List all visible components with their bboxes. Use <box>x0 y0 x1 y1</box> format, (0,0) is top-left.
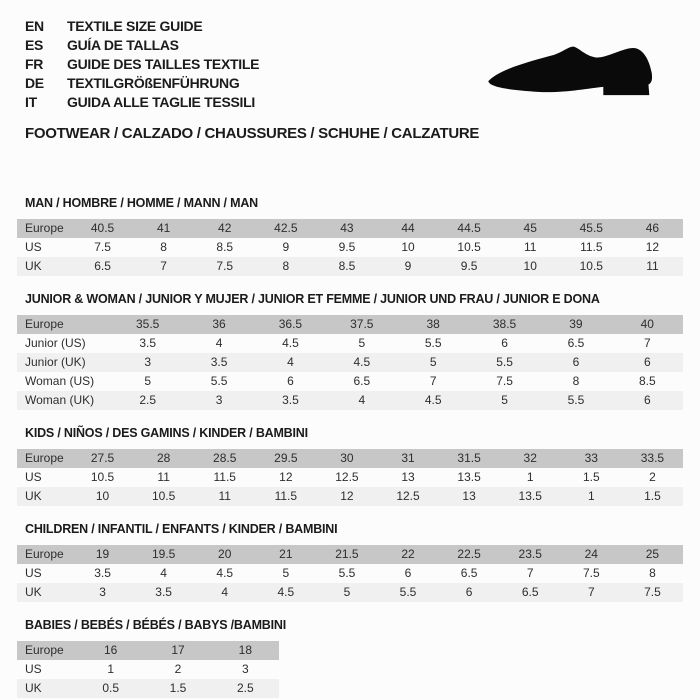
size-cell: 23.5 <box>518 547 542 561</box>
size-table-row <box>17 334 683 353</box>
section-title: KIDS / NIÑOS / DES GAMINS / KINDER / BAMBINI <box>25 426 308 440</box>
size-cell: 6 <box>465 585 473 599</box>
size-cell: 18 <box>238 643 252 657</box>
size-cell: 4 <box>221 585 229 599</box>
size-table-row <box>17 583 683 602</box>
size-cell: 7.5 <box>496 374 513 388</box>
size-cell: 3 <box>241 662 249 676</box>
size-cell: 6 <box>287 374 294 388</box>
size-cell: 8 <box>282 259 290 273</box>
size-cell: 5.5 <box>399 585 417 599</box>
size-cell: 5.5 <box>210 374 228 388</box>
size-cell: 1 <box>526 470 534 484</box>
size-cell: 3.5 <box>139 336 157 350</box>
size-table-row <box>17 545 683 564</box>
size-cell: 6.5 <box>94 259 111 273</box>
size-cell: 7 <box>429 374 437 388</box>
size-cell: 7 <box>160 259 167 273</box>
size-cell: 4 <box>358 393 366 407</box>
size-cell: 10.5 <box>579 259 603 273</box>
size-cell: 6.5 <box>460 566 478 580</box>
size-cell: 7.5 <box>582 566 600 580</box>
size-cell: 4.5 <box>424 393 442 407</box>
row-label: Europe <box>25 221 64 235</box>
language-title: TEXTILE SIZE GUIDE <box>67 17 203 34</box>
size-section <box>17 196 683 276</box>
size-cell: 3.5 <box>282 393 299 407</box>
guide-header <box>0 0 700 150</box>
size-cell: 5 <box>429 355 437 369</box>
size-cell: 17 <box>171 643 185 657</box>
size-cell: 5 <box>144 374 152 388</box>
size-cell: 6 <box>643 393 651 407</box>
size-cell: 1 <box>587 489 595 503</box>
language-code: FR <box>25 55 44 72</box>
size-cell: 3.5 <box>94 566 111 580</box>
size-cell: 36 <box>212 317 226 331</box>
size-cell: 33.5 <box>640 451 665 465</box>
size-cell: 5 <box>343 585 351 599</box>
size-cell: 13 <box>401 470 415 484</box>
size-cell: 22.5 <box>457 547 481 561</box>
row-label: UK <box>25 259 42 273</box>
size-table-row <box>17 257 683 276</box>
size-cell: 8 <box>572 374 580 388</box>
size-cell: 6.5 <box>521 585 539 599</box>
size-cell: 20 <box>218 547 232 561</box>
size-cell: 43 <box>340 221 354 235</box>
row-label: US <box>25 240 42 254</box>
size-cell: 11 <box>646 259 659 273</box>
size-cell: 22 <box>401 547 415 561</box>
size-cell: 3.5 <box>210 355 228 369</box>
size-cell: 10 <box>401 240 415 254</box>
language-title: GUIDA ALLE TAGLIE TESSILI <box>67 93 255 110</box>
language-code: IT <box>25 93 37 110</box>
size-cell: 45 <box>523 221 537 235</box>
size-cell: 11 <box>218 489 231 503</box>
size-table-row <box>17 372 683 391</box>
size-cell: 8 <box>160 240 167 254</box>
language-code: DE <box>25 74 44 91</box>
size-cell: 7.5 <box>644 585 661 599</box>
size-cell: 5 <box>501 393 508 407</box>
size-table-row <box>17 391 683 410</box>
size-table-row <box>17 315 683 334</box>
size-cell: 1.5 <box>644 489 661 503</box>
size-cell: 7 <box>643 336 651 350</box>
size-cell: 42.5 <box>274 221 298 235</box>
size-cell: 33 <box>584 451 598 465</box>
size-cell: 4 <box>287 355 294 369</box>
size-cell: 10.5 <box>457 240 481 254</box>
size-cell: 30 <box>340 451 354 465</box>
size-cell: 5.5 <box>567 393 585 407</box>
row-label: Europe <box>25 547 64 561</box>
size-cell: 7 <box>526 566 534 580</box>
size-cell: 2.5 <box>236 681 254 695</box>
size-cell: 5.5 <box>496 355 513 369</box>
size-cell: 1 <box>107 662 114 676</box>
size-cell: 29.5 <box>274 451 298 465</box>
size-cell: 11.5 <box>213 470 236 484</box>
size-cell: 13 <box>462 489 476 503</box>
size-table-row <box>17 487 683 506</box>
size-table-row <box>17 353 683 372</box>
size-table-row <box>17 679 279 698</box>
size-cell: 12 <box>645 240 660 254</box>
size-table <box>17 545 683 602</box>
size-cell: 6 <box>404 566 412 580</box>
row-label: Europe <box>25 643 64 657</box>
size-cell: 11.5 <box>274 489 298 503</box>
size-cell: 5.5 <box>424 336 442 350</box>
size-cell: 5 <box>282 566 290 580</box>
row-label: UK <box>25 681 42 695</box>
row-label: Junior (UK) <box>25 355 86 369</box>
size-section <box>17 292 683 410</box>
size-cell: 41 <box>156 221 171 235</box>
size-cell: 6 <box>572 355 580 369</box>
size-section <box>17 522 683 602</box>
size-table <box>17 315 683 410</box>
row-label: US <box>25 662 42 676</box>
size-cell: 37.5 <box>350 317 374 331</box>
size-cell: 40 <box>640 317 654 331</box>
size-cell: 25 <box>645 547 660 561</box>
row-label: Woman (US) <box>25 374 95 388</box>
size-cell: 10 <box>523 259 537 273</box>
size-cell: 5.5 <box>338 566 356 580</box>
size-cell: 42 <box>218 221 232 235</box>
size-cell: 4.5 <box>216 566 234 580</box>
size-cell: 38.5 <box>492 317 517 331</box>
size-cell: 28.5 <box>213 451 237 465</box>
size-cell: 4.5 <box>353 355 371 369</box>
size-cell: 6 <box>643 355 651 369</box>
language-code: EN <box>25 17 44 34</box>
size-cell: 7 <box>587 585 595 599</box>
size-cell: 45.5 <box>579 221 603 235</box>
size-cell: 0.5 <box>102 681 119 695</box>
size-cell: 11.5 <box>580 240 603 254</box>
size-cell: 21.5 <box>335 547 359 561</box>
section-title: CHILDREN / INFANTIL / ENFANTS / KINDER / BAMBINI <box>25 522 338 536</box>
size-cell: 11 <box>523 240 537 254</box>
size-cell: 11 <box>157 470 170 484</box>
size-cell: 8 <box>649 566 656 580</box>
size-cell: 9.5 <box>460 259 478 273</box>
size-cell: 12 <box>340 489 354 503</box>
size-cell: 19.5 <box>151 547 176 561</box>
size-cell: 6.5 <box>567 336 585 350</box>
size-cell: 2.5 <box>139 393 157 407</box>
size-cell: 31.5 <box>457 451 481 465</box>
size-cell: 44 <box>401 221 415 235</box>
language-title: GUIDE DES TAILLES TEXTILE <box>67 55 260 72</box>
size-cell: 2 <box>649 470 656 484</box>
size-section <box>17 426 683 506</box>
size-table <box>17 449 683 506</box>
row-label: Junior (US) <box>25 336 86 350</box>
size-cell: 19 <box>95 547 110 561</box>
size-cell: 24 <box>584 547 598 561</box>
size-cell: 6 <box>501 336 508 350</box>
size-cell: 6.5 <box>353 374 371 388</box>
row-label: UK <box>25 585 42 599</box>
size-cell: 44.5 <box>457 221 481 235</box>
size-cell: 4 <box>215 336 223 350</box>
size-table-row <box>17 449 683 468</box>
size-cell: 16 <box>103 643 118 657</box>
size-cell: 46 <box>645 221 660 235</box>
size-cell: 10.5 <box>151 489 176 503</box>
size-cell: 40.5 <box>90 221 115 235</box>
row-label: Woman (UK) <box>25 393 95 407</box>
size-cell: 10 <box>95 489 110 503</box>
size-cell: 12 <box>279 470 293 484</box>
size-table-row <box>17 564 683 583</box>
section-title: MAN / HOMBRE / HOMME / MANN / MAN <box>25 196 258 210</box>
size-guide-sections <box>17 196 683 698</box>
size-cell: 4.5 <box>282 336 299 350</box>
size-cell: 27.5 <box>90 451 115 465</box>
row-label: US <box>25 566 42 580</box>
size-table-row <box>17 660 279 679</box>
size-table-row <box>17 641 279 660</box>
size-section <box>17 618 683 698</box>
size-cell: 8.5 <box>216 240 234 254</box>
size-table-row <box>17 238 683 257</box>
size-cell: 3 <box>215 393 223 407</box>
section-title: BABIES / BEBÉS / BÉBÉS / BABYS /BAMBINI <box>25 618 286 632</box>
size-table <box>17 641 279 698</box>
language-row <box>25 16 700 35</box>
size-table-row <box>17 219 683 238</box>
size-cell: 35.5 <box>136 317 160 331</box>
size-cell: 3 <box>99 585 106 599</box>
size-cell: 5 <box>358 336 366 350</box>
size-cell: 8.5 <box>638 374 656 388</box>
category-title: FOOTWEAR / CALZADO / CHAUSSURES / SCHUHE / CALZATURE <box>25 125 480 142</box>
size-cell: 1.5 <box>169 681 187 695</box>
size-cell: 32 <box>523 451 537 465</box>
dress-shoe-icon <box>464 36 672 114</box>
size-table <box>17 219 683 276</box>
row-label: US <box>25 470 42 484</box>
size-cell: 31 <box>401 451 415 465</box>
size-cell: 3.5 <box>155 585 172 599</box>
size-cell: 9 <box>282 240 290 254</box>
size-cell: 2 <box>174 662 182 676</box>
size-cell: 9 <box>404 259 412 273</box>
language-title: TEXTILGRÖßENFÜHRUNG <box>67 74 240 91</box>
size-cell: 8.5 <box>338 259 356 273</box>
size-cell: 21 <box>279 547 293 561</box>
size-cell: 3 <box>144 355 152 369</box>
size-cell: 38 <box>426 317 440 331</box>
size-cell: 13.5 <box>518 489 542 503</box>
language-code: ES <box>25 36 44 53</box>
size-cell: 4 <box>160 566 167 580</box>
size-cell: 1.5 <box>582 470 600 484</box>
size-cell: 12.5 <box>335 470 359 484</box>
row-label: Europe <box>25 451 64 465</box>
size-cell: 10.5 <box>90 470 115 484</box>
language-title: GUÍA DE TALLAS <box>67 36 179 53</box>
size-cell: 7.5 <box>216 259 234 273</box>
size-cell: 28 <box>156 451 171 465</box>
row-label: Europe <box>25 317 64 331</box>
size-table-row <box>17 468 683 487</box>
section-title: JUNIOR & WOMAN / JUNIOR Y MUJER / JUNIOR ET FEMME / JUNIOR UND FRAU / JUNIOR E DONA <box>25 292 600 306</box>
size-cell: 7.5 <box>94 240 111 254</box>
row-label: UK <box>25 489 42 503</box>
size-cell: 13.5 <box>457 470 481 484</box>
size-cell: 36.5 <box>278 317 303 331</box>
size-cell: 9.5 <box>338 240 356 254</box>
size-cell: 4.5 <box>277 585 295 599</box>
size-cell: 39 <box>569 317 583 331</box>
size-cell: 12.5 <box>396 489 420 503</box>
